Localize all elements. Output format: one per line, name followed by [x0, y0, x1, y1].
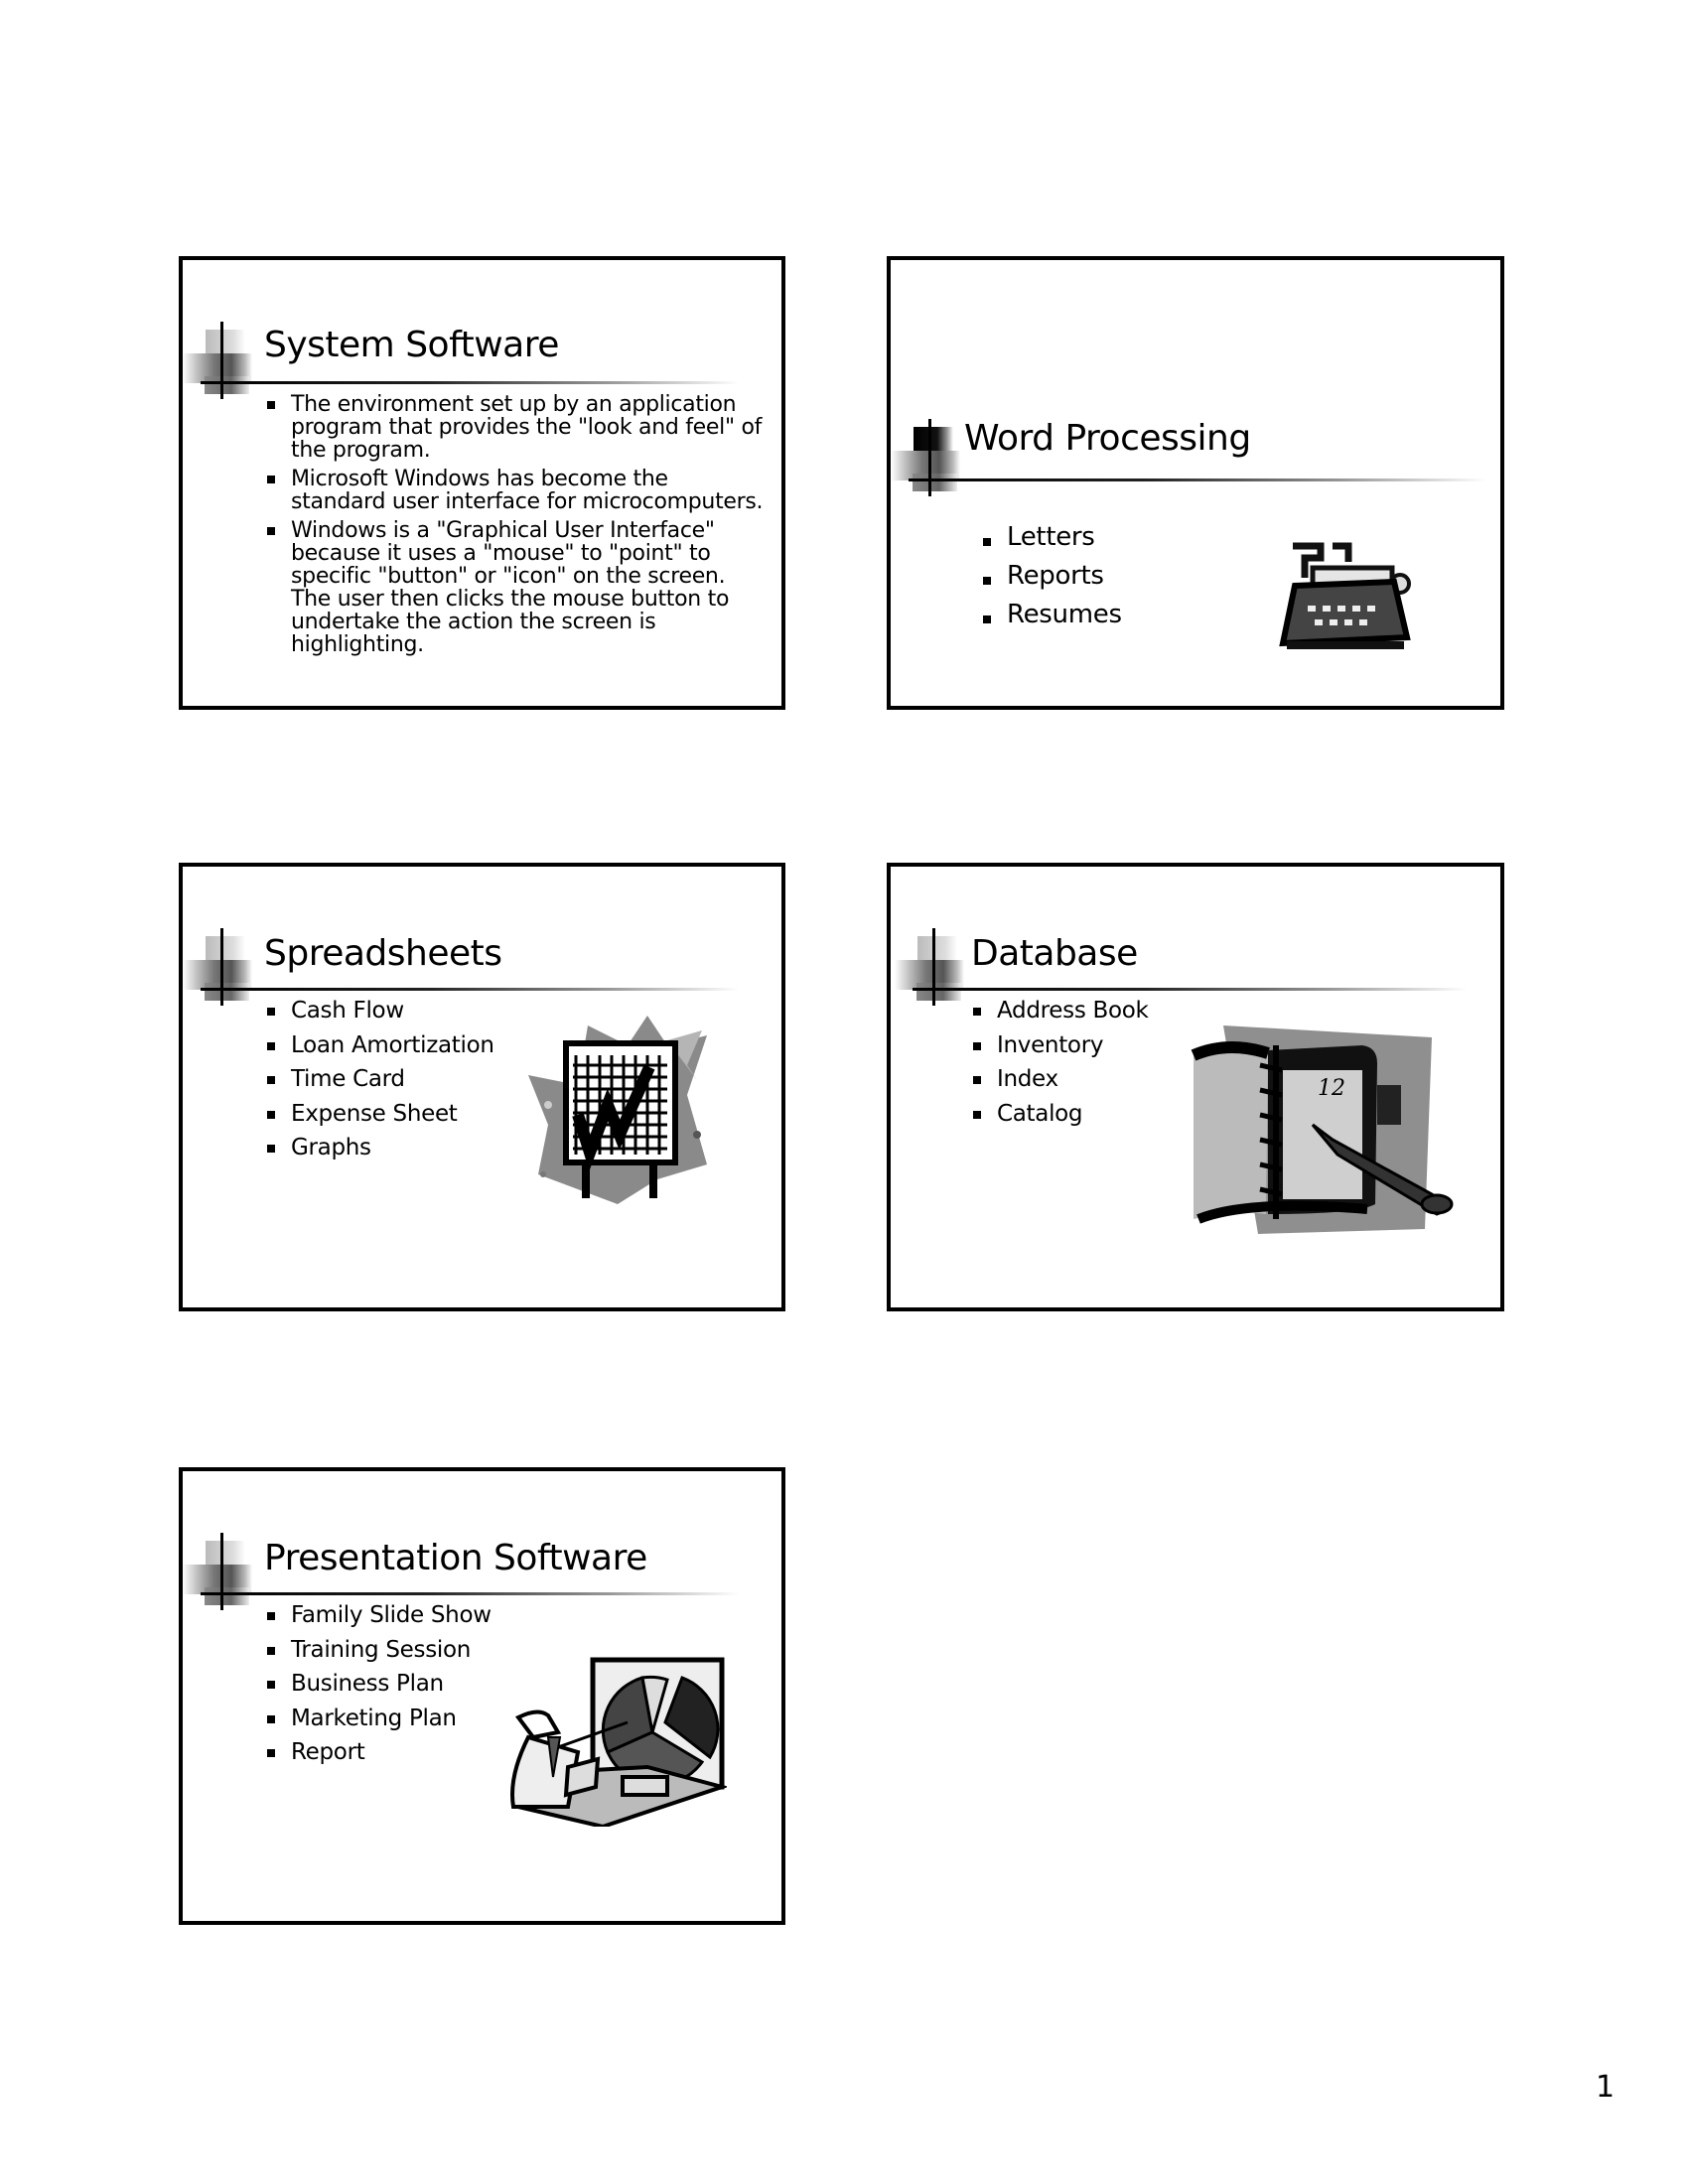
list-item: Cash Flow	[267, 994, 525, 1028]
slide-title: Database	[971, 933, 1138, 974]
bullet-icon	[267, 476, 275, 483]
slide-system-software	[179, 256, 785, 710]
title-underline	[920, 478, 1486, 481]
page-number: 1	[1596, 2070, 1616, 2105]
list-item: Index	[973, 1062, 1211, 1097]
slide-title: Word Processing	[964, 418, 1251, 459]
bullet-icon	[973, 1111, 981, 1119]
list-item: Address Book	[973, 994, 1211, 1028]
slide-title: System Software	[264, 325, 559, 365]
list-item: Windows is a "Graphical User Interface" because it uses a "mouse" to "point" to specific "button" or "icon" on the screen. The user then clicks the mouse button to undertake the action the screen is highlighting.	[267, 519, 764, 656]
bullet-icon	[267, 1749, 275, 1757]
presenter-pie-chart-icon	[498, 1638, 727, 1827]
bullet-list	[267, 393, 764, 662]
typewriter-icon	[1273, 526, 1417, 655]
bullet-list	[973, 994, 1211, 1131]
title-underline	[222, 988, 739, 991]
list-item: Graphs	[267, 1131, 525, 1165]
bullet-icon	[267, 1681, 275, 1689]
slide-presentation-software	[179, 1467, 785, 1925]
planner-pen-icon	[1189, 1016, 1457, 1239]
title-underline	[222, 381, 739, 384]
bullet-icon	[267, 1008, 275, 1016]
slide-database	[887, 863, 1504, 1311]
list-item: Report	[267, 1735, 525, 1770]
bullet-icon	[267, 1647, 275, 1655]
slide-word-processing	[887, 256, 1504, 710]
title-underline	[222, 1592, 739, 1595]
bullet-icon	[973, 1042, 981, 1050]
bullet-icon	[267, 1042, 275, 1050]
list-item: Reports	[983, 557, 1231, 596]
bullet-icon	[267, 1715, 275, 1723]
slide-title: Spreadsheets	[264, 933, 502, 974]
bullet-list	[267, 1598, 525, 1770]
list-item: Marketing Plan	[267, 1702, 525, 1736]
title-underline	[930, 988, 1467, 991]
list-item: Catalog	[973, 1097, 1211, 1132]
slide-title: Presentation Software	[264, 1538, 647, 1578]
list-item: Microsoft Windows has become the standard user interface for microcomputers.	[267, 468, 764, 513]
list-item: Family Slide Show	[267, 1598, 525, 1633]
list-item: Expense Sheet	[267, 1097, 525, 1132]
list-item: Business Plan	[267, 1667, 525, 1702]
bullet-icon	[983, 577, 991, 585]
bullet-icon	[267, 1111, 275, 1119]
bullet-list	[983, 518, 1231, 634]
bullet-icon	[267, 401, 275, 409]
list-item: The environment set up by an application program that provides the "look and feel" of the program.	[267, 393, 764, 462]
list-item: Inventory	[973, 1028, 1211, 1063]
slide-spreadsheets	[179, 863, 785, 1311]
list-item: Resumes	[983, 596, 1231, 634]
bullet-list	[267, 994, 525, 1165]
svg-text:12: 12	[1318, 1076, 1345, 1101]
bullet-icon	[973, 1076, 981, 1084]
bullet-icon	[267, 1145, 275, 1153]
list-item: Loan Amortization	[267, 1028, 525, 1063]
list-item: Training Session	[267, 1633, 525, 1668]
bullet-icon	[267, 1612, 275, 1620]
bullet-icon	[983, 615, 991, 623]
list-item: Letters	[983, 518, 1231, 557]
bullet-icon	[267, 527, 275, 535]
bullet-icon	[973, 1008, 981, 1016]
bullet-icon	[267, 1076, 275, 1084]
chart-easel-icon	[518, 1006, 717, 1204]
bullet-icon	[983, 538, 991, 546]
list-item: Time Card	[267, 1062, 525, 1097]
